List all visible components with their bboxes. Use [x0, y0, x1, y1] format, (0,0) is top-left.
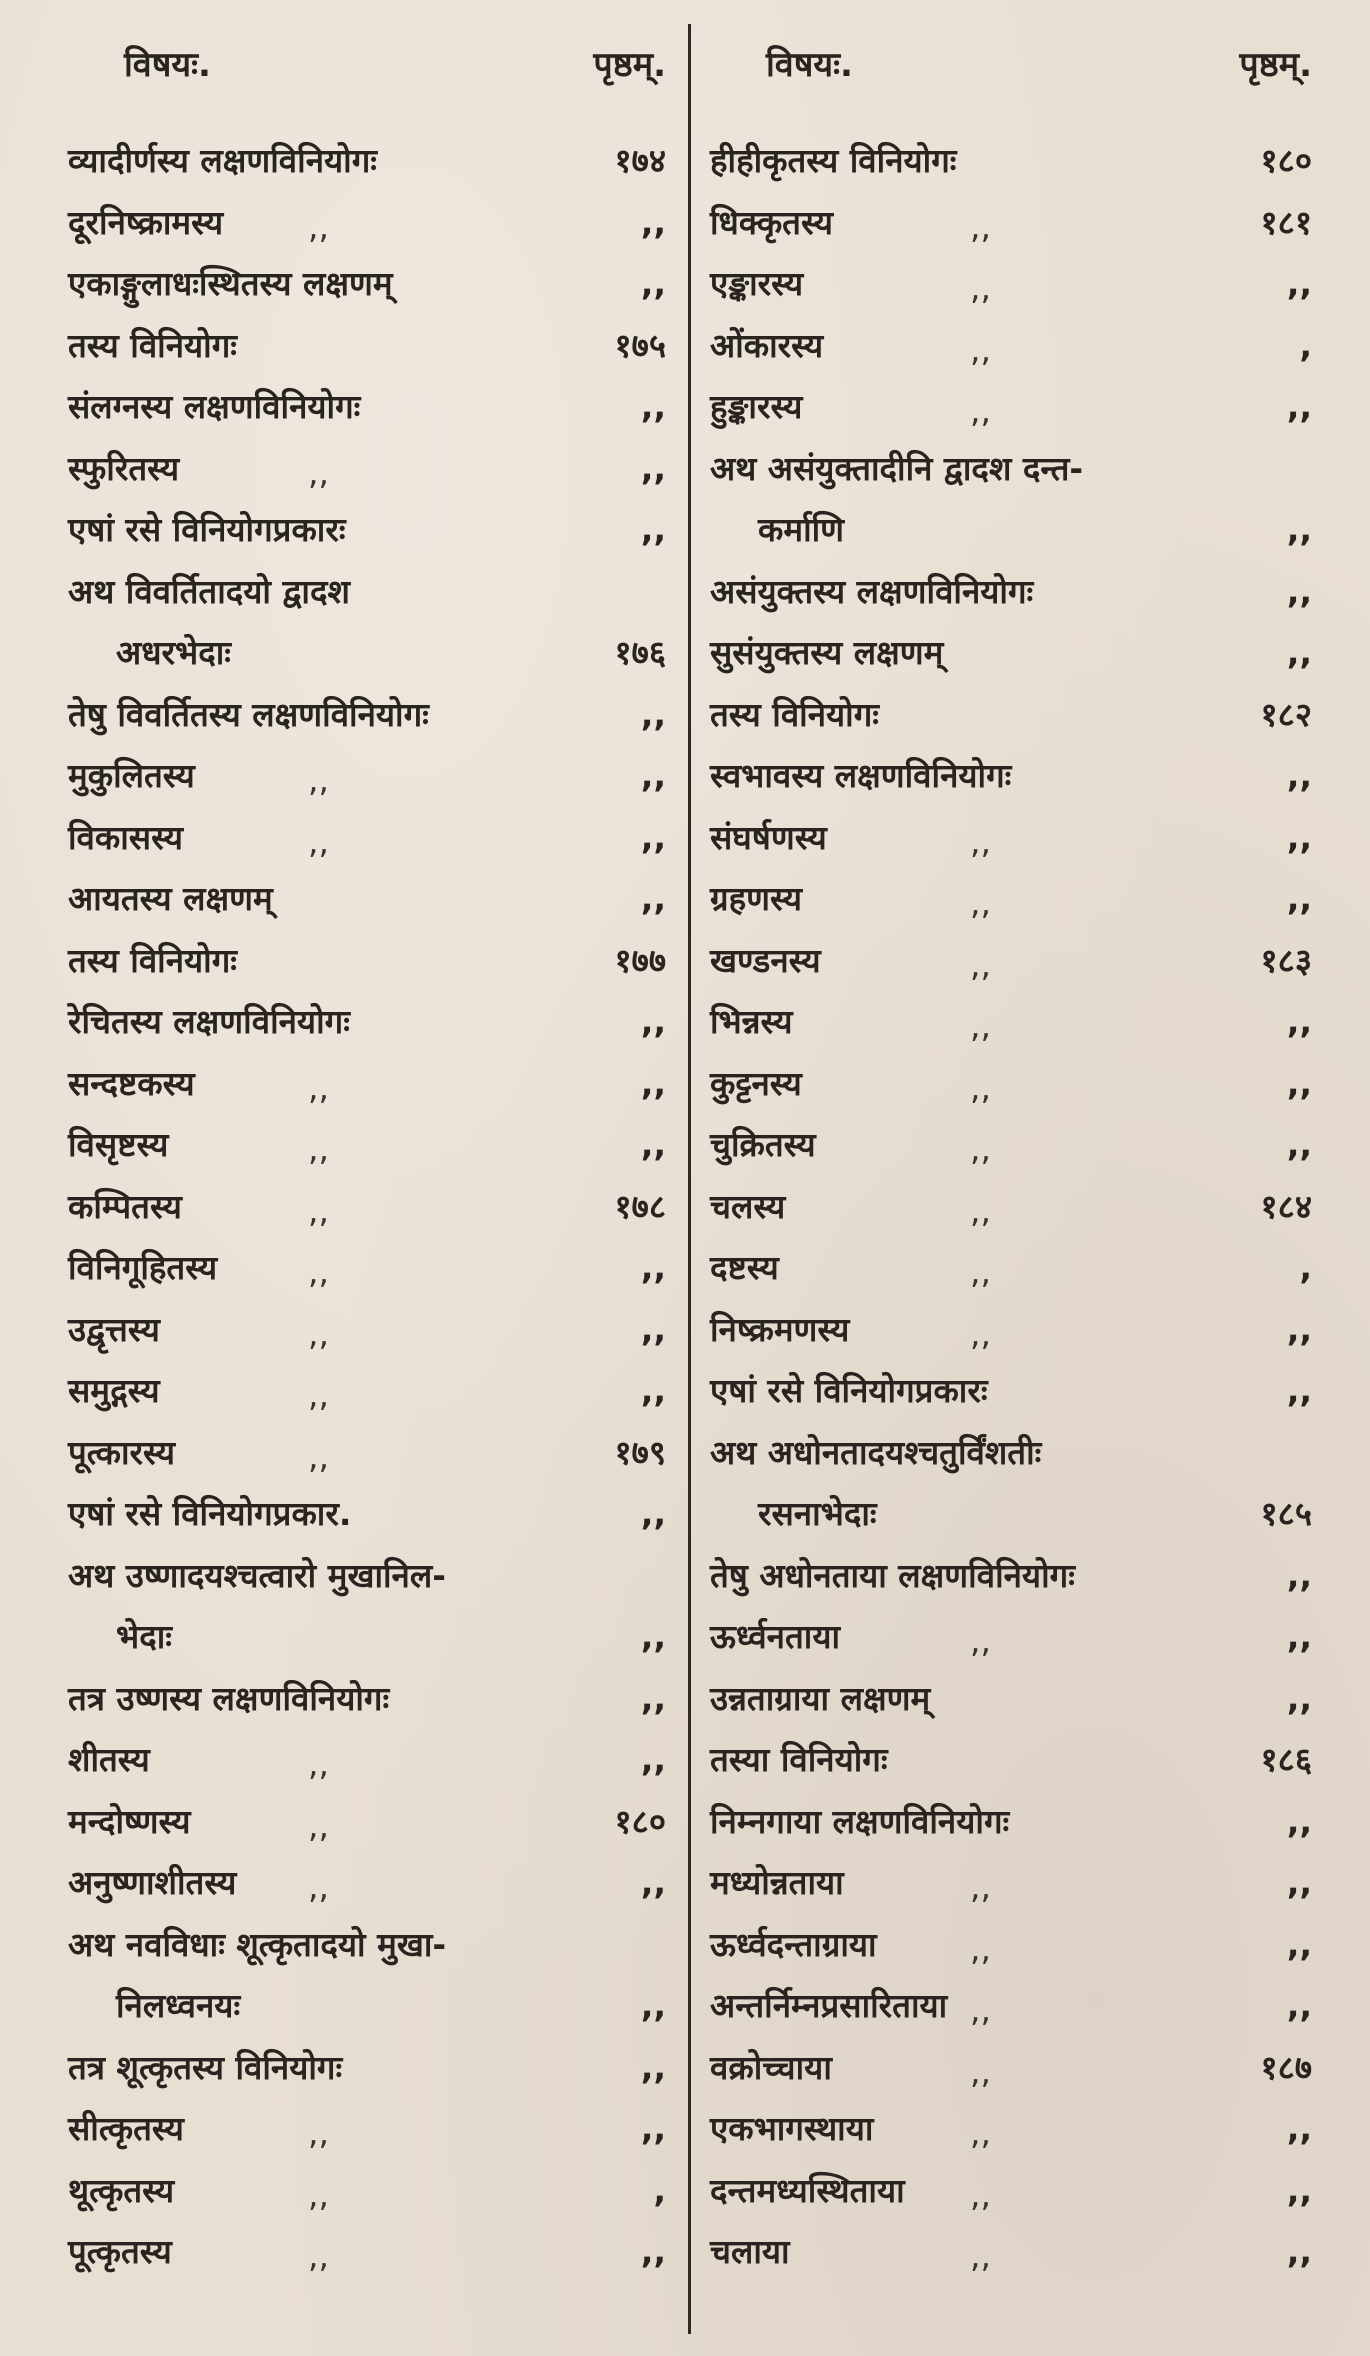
index-entry — [710, 2106, 1312, 2168]
ditto-mark: ,, — [970, 1006, 991, 1045]
ditto-mark: ,, — [970, 268, 991, 307]
index-entry — [710, 630, 1312, 692]
entry-subject: स्वभावस्य लक्षणविनियोगः — [710, 756, 1012, 795]
index-entry — [68, 569, 666, 631]
entry-page-number: , — [653, 2170, 666, 2210]
entry-subject: पूत्कृतस्य — [68, 2232, 172, 2271]
entry-subject: एषां रसे विनियोगप्रकारः — [68, 510, 346, 549]
index-entry — [710, 1184, 1312, 1246]
entry-subject: आयतस्य लक्षणम् — [68, 879, 273, 918]
ditto-mark: ,, — [308, 1744, 329, 1783]
entry-subject: निलध्वनयः — [116, 1986, 241, 2025]
entry-subject: सन्दष्टकस्य — [68, 1063, 195, 1103]
entry-page-number: ,, — [640, 1494, 666, 1533]
entry-page-number: ,, — [1286, 1678, 1312, 1718]
entry-subject: शीतस्य — [68, 1740, 150, 1779]
entry-page-number: ,, — [640, 1002, 666, 1041]
entry-subject: कुट्टनस्य — [710, 1063, 802, 1103]
index-entry — [710, 261, 1312, 323]
entry-subject: तस्य विनियोगः — [710, 694, 879, 734]
entry-page-number: ,, — [1286, 1125, 1312, 1164]
index-entry — [68, 1922, 666, 1984]
entry-page-number: ,, — [640, 1617, 666, 1656]
index-entry — [68, 200, 666, 262]
index-entry — [710, 446, 1312, 508]
entry-subject: दष्टस्य — [710, 1248, 779, 1287]
entry-page-number: ,, — [1286, 387, 1312, 426]
entry-subject: एकभागस्थाया — [710, 2109, 874, 2148]
ditto-mark: ,, — [308, 1805, 329, 1845]
index-entry — [710, 138, 1312, 200]
entry-subject: संलग्नस्य लक्षणविनियोगः — [68, 387, 361, 426]
index-entry — [710, 1676, 1312, 1738]
ditto-mark: ,, — [308, 1436, 329, 1476]
index-entry — [68, 1614, 666, 1676]
ditto-mark: ,, — [970, 1867, 991, 1906]
index-entry — [710, 1799, 1312, 1861]
entry-subject: निष्क्रमणस्य — [710, 1309, 850, 1349]
entry-subject: सुसंयुक्तस्य लक्षणम् — [710, 633, 944, 672]
entry-subject: चलस्य — [710, 1186, 786, 1226]
ditto-mark: ,, — [970, 944, 991, 984]
index-entry — [68, 1553, 666, 1615]
entry-page-number: , — [1299, 1248, 1312, 1287]
entry-subject: विसृष्टस्य — [68, 1125, 169, 1164]
index-entry — [68, 1184, 666, 1246]
entry-subject: हीहीकृतस्य विनियोगः — [710, 141, 957, 180]
entry-subject: अधरभेदाः — [116, 633, 231, 672]
ditto-mark: ,, — [308, 760, 329, 799]
entry-subject: हुङ्कारस्य — [710, 387, 803, 426]
index-entry — [68, 1983, 666, 2045]
index-entry — [68, 1430, 666, 1492]
entry-page-number: १८० — [614, 1801, 666, 1841]
entry-subject: एङ्कारस्य — [710, 264, 804, 303]
index-entry — [710, 1983, 1312, 2045]
index-entry — [68, 1368, 666, 1430]
entry-subject: पूत्कारस्य — [68, 1432, 176, 1472]
entry-subject: अथ असंयुक्तादीनि द्वादश दन्त- — [710, 448, 1084, 488]
index-entry — [710, 507, 1312, 569]
ditto-mark: ,, — [970, 1129, 991, 1168]
index-entry — [68, 815, 666, 877]
entry-subject: सीत्कृतस्य — [68, 2109, 184, 2148]
entry-page-number: ,, — [1286, 510, 1312, 549]
ditto-mark: ,, — [308, 1252, 329, 1291]
index-entry — [68, 1061, 666, 1123]
index-entry — [68, 446, 666, 508]
index-entry — [710, 876, 1312, 938]
entry-page-number: १८२ — [1260, 694, 1312, 734]
index-entry — [68, 2229, 666, 2291]
entry-page-number: ,, — [640, 1125, 666, 1164]
index-entry — [710, 1737, 1312, 1799]
index-entry — [68, 2106, 666, 2168]
entry-subject: थूत्कृतस्य — [68, 2170, 175, 2210]
entry-subject: कम्पितस्य — [68, 1186, 182, 1226]
index-entry — [710, 815, 1312, 877]
entry-subject: एकाङ्गुलाधःस्थितस्य लक्षणम् — [68, 264, 393, 303]
entry-page-number: ,, — [640, 387, 666, 426]
entry-page-number: ,, — [1286, 1801, 1312, 1841]
ditto-mark: ,, — [308, 206, 329, 246]
entry-page-number: ,, — [640, 1063, 666, 1103]
page-heading: पृष्ठम्. — [593, 45, 666, 85]
entry-page-number: ,, — [640, 1248, 666, 1287]
index-entry — [68, 1676, 666, 1738]
index-entry — [710, 1307, 1312, 1369]
index-entry — [68, 1491, 666, 1553]
index-entry — [710, 1061, 1312, 1123]
entry-page-number: १७८ — [614, 1186, 666, 1226]
entry-subject: ऊर्ध्वनताया — [710, 1617, 841, 1656]
right-entry-list — [710, 138, 1312, 2291]
entry-subject: एषां रसे विनियोगप्रकारः — [710, 1371, 988, 1410]
entry-subject: अथ उष्णादयश्चत्वारो मुखानिल- — [68, 1555, 446, 1595]
entry-subject: ग्रहणस्य — [710, 879, 802, 918]
entry-subject: तत्र शूत्कृतस्य विनियोगः — [68, 2047, 343, 2087]
entry-page-number: ,, — [640, 879, 666, 918]
ditto-mark: ,, — [970, 1190, 991, 1230]
entry-page-number: १८१ — [1260, 202, 1312, 242]
entry-page-number: ,, — [1286, 2170, 1312, 2210]
index-entry — [710, 1122, 1312, 1184]
entry-page-number: ,, — [1286, 571, 1312, 611]
entry-page-number: १७९ — [614, 1432, 666, 1472]
entry-page-number: ,, — [640, 448, 666, 488]
index-entry — [710, 1491, 1312, 1553]
ditto-mark: ,, — [970, 1621, 991, 1660]
ditto-mark: ,, — [970, 883, 991, 922]
entry-page-number: ,, — [1286, 1371, 1312, 1410]
entry-page-number: ,, — [640, 2109, 666, 2148]
index-entry — [710, 999, 1312, 1061]
entry-subject: विनिगूहितस्य — [68, 1248, 218, 1287]
entry-subject: चुक्रितस्य — [710, 1125, 816, 1164]
entry-page-number: ,, — [1286, 2109, 1312, 2148]
entry-page-number: ,, — [1286, 879, 1312, 918]
entry-subject: वक्रोच्चाया — [710, 2047, 832, 2087]
index-entry — [68, 323, 666, 385]
ditto-mark: ,, — [970, 1928, 991, 1968]
entry-page-number: , — [1299, 325, 1312, 365]
index-entry — [710, 200, 1312, 262]
entry-subject: ओंकारस्य — [710, 325, 824, 365]
entry-page-number: ,, — [1286, 2232, 1312, 2271]
ditto-mark: ,, — [308, 1190, 329, 1230]
entry-subject: अन्तर्निम्नप्रसारिताया — [710, 1986, 948, 2025]
index-entry — [710, 384, 1312, 446]
ditto-mark: ,, — [308, 1129, 329, 1168]
index-entry — [710, 1553, 1312, 1615]
entry-subject: संघर्षणस्य — [710, 817, 827, 857]
index-entry — [710, 938, 1312, 1000]
entry-subject: एषां रसे विनियोगप्रकार. — [68, 1494, 352, 1533]
right-column-header — [710, 40, 1312, 86]
entry-page-number: १७५ — [614, 325, 666, 365]
entry-page-number: ,, — [640, 1309, 666, 1349]
entry-page-number: १८६ — [1260, 1740, 1312, 1779]
entry-page-number: ,, — [640, 1678, 666, 1718]
entry-subject: तेषु विवर्तितस्य लक्षणविनियोगः — [68, 694, 429, 734]
index-entry — [68, 876, 666, 938]
ditto-mark: ,, — [970, 206, 991, 246]
index-entry — [710, 2045, 1312, 2107]
entry-page-number: ,, — [1286, 1309, 1312, 1349]
entry-page-number: ,, — [640, 817, 666, 857]
entry-page-number: ,, — [640, 1986, 666, 2025]
entry-subject: तस्य विनियोगः — [68, 940, 237, 980]
entry-page-number: ,, — [1286, 1002, 1312, 1041]
entry-subject: अथ विवर्तितादयो द्वादश — [68, 571, 350, 611]
index-entry — [68, 261, 666, 323]
index-entry — [710, 569, 1312, 631]
ditto-mark: ,, — [308, 2174, 329, 2214]
entry-subject: दन्तमध्यस्थिताया — [710, 2170, 905, 2210]
entry-page-number: १८४ — [1260, 1186, 1312, 1226]
ditto-mark: ,, — [970, 2051, 991, 2091]
ditto-mark: ,, — [970, 1067, 991, 1107]
entry-page-number: ,, — [1286, 1063, 1312, 1103]
entry-subject: कर्माणि — [758, 510, 845, 549]
entry-subject: तत्र उष्णस्य लक्षणविनियोगः — [68, 1678, 390, 1718]
entry-subject: असंयुक्तस्य लक्षणविनियोगः — [710, 571, 1034, 611]
index-entry — [710, 692, 1312, 754]
entry-subject: ऊर्ध्वदन्ताग्राया — [710, 1924, 877, 1964]
entry-subject: रेचितस्य लक्षणविनियोगः — [68, 1002, 350, 1041]
index-entry — [710, 323, 1312, 385]
index-entry — [710, 1922, 1312, 1984]
ditto-mark: ,, — [308, 2113, 329, 2152]
ditto-mark: ,, — [308, 1867, 329, 1906]
entry-subject: भिन्नस्य — [710, 1002, 793, 1041]
entry-page-number: ,, — [1286, 756, 1312, 795]
entry-subject: रसनाभेदाः — [758, 1494, 877, 1533]
entry-page-number: १७६ — [614, 633, 666, 672]
index-entry — [710, 753, 1312, 815]
index-entry — [68, 999, 666, 1061]
index-entry — [710, 2168, 1312, 2230]
entry-page-number: ,, — [1286, 1617, 1312, 1656]
index-entry — [68, 1122, 666, 1184]
entry-subject: धिक्कृतस्य — [710, 202, 833, 242]
entry-page-number: ,, — [640, 264, 666, 303]
index-entry — [68, 2045, 666, 2107]
index-entry — [710, 1614, 1312, 1676]
entry-page-number: ,, — [1286, 264, 1312, 303]
entry-page-number: ,, — [1286, 1555, 1312, 1595]
entry-page-number: ,, — [1286, 1986, 1312, 2025]
entry-subject: स्फुरितस्य — [68, 448, 180, 488]
ditto-mark: ,, — [970, 1252, 991, 1291]
index-entry — [68, 1245, 666, 1307]
entry-subject: मध्योन्नताया — [710, 1863, 844, 1902]
ditto-mark: ,, — [970, 391, 991, 430]
column-divider — [688, 24, 691, 2334]
entry-page-number: ,, — [640, 756, 666, 795]
entry-subject: अथ नवविधाः शूत्कृतादयो मुखा- — [68, 1924, 447, 1964]
entry-page-number: १७४ — [614, 141, 666, 180]
entry-subject: विकासस्य — [68, 817, 184, 857]
entry-page-number: ,, — [640, 2047, 666, 2087]
entry-page-number: १७७ — [614, 940, 666, 980]
index-entry — [710, 1368, 1312, 1430]
entry-subject: दूरनिष्क्रामस्य — [68, 202, 224, 242]
entry-subject: उन्नताग्राया लक्षणम् — [710, 1678, 931, 1718]
entry-page-number: १८५ — [1260, 1494, 1312, 1533]
ditto-mark: ,, — [308, 1313, 329, 1353]
entry-page-number: ,, — [640, 694, 666, 734]
ditto-mark: ,, — [970, 1313, 991, 1353]
index-entry — [68, 1860, 666, 1922]
index-entry — [68, 138, 666, 200]
entry-subject: निम्नगाया लक्षणविनियोगः — [710, 1801, 1010, 1841]
entry-page-number: ,, — [640, 510, 666, 549]
index-entry — [68, 1737, 666, 1799]
index-entry — [68, 507, 666, 569]
left-column-header — [68, 40, 666, 86]
entry-subject: मुकुलितस्य — [68, 756, 195, 795]
ditto-mark: ,, — [308, 821, 329, 861]
ditto-mark: ,, — [970, 2236, 991, 2275]
index-entry — [710, 1860, 1312, 1922]
entry-subject: मन्दोष्णस्य — [68, 1801, 191, 1841]
entry-page-number: १८३ — [1260, 940, 1312, 980]
page-heading: पृष्ठम्. — [1239, 45, 1312, 85]
entry-page-number: १८७ — [1260, 2047, 1312, 2087]
entry-subject: चलाया — [710, 2232, 790, 2271]
index-entry — [68, 753, 666, 815]
entry-page-number: ,, — [640, 1740, 666, 1779]
index-entry — [68, 1799, 666, 1861]
entry-page-number: १८० — [1260, 141, 1312, 180]
index-entry — [68, 384, 666, 446]
ditto-mark: ,, — [308, 1067, 329, 1107]
entry-page-number: ,, — [640, 2232, 666, 2271]
entry-subject: खण्डनस्य — [710, 940, 821, 980]
index-entry — [68, 692, 666, 754]
entry-subject: अथ अधोनतादयश्चतुर्विंशतीः — [710, 1432, 1042, 1472]
entry-subject: व्यादीर्णस्य लक्षणविनियोगः — [68, 141, 377, 180]
entry-subject: भेदाः — [116, 1617, 172, 1656]
ditto-mark: ,, — [970, 2174, 991, 2214]
entry-subject: उद्वृत्तस्य — [68, 1309, 160, 1349]
ditto-mark: ,, — [970, 329, 991, 369]
ditto-mark: ,, — [970, 821, 991, 861]
subject-heading: विषयः. — [124, 45, 211, 85]
entry-subject: अनुष्णाशीतस्य — [68, 1863, 237, 1902]
entry-subject: तस्य विनियोगः — [68, 325, 237, 365]
index-entry — [710, 2229, 1312, 2291]
index-entry — [68, 630, 666, 692]
ditto-mark: ,, — [308, 1375, 329, 1414]
entry-page-number: ,, — [640, 1371, 666, 1410]
ditto-mark: ,, — [308, 452, 329, 492]
entry-subject: तस्या विनियोगः — [710, 1740, 888, 1779]
index-entry — [68, 938, 666, 1000]
ditto-mark: ,, — [308, 2236, 329, 2275]
entry-subject: समुद्गस्य — [68, 1371, 160, 1410]
entry-subject: तेषु अधोनताया लक्षणविनियोगः — [710, 1555, 1075, 1595]
index-entry — [710, 1245, 1312, 1307]
ditto-mark: ,, — [970, 1990, 991, 2029]
entry-page-number: ,, — [1286, 633, 1312, 672]
left-entry-list — [68, 138, 666, 2291]
entry-page-number: ,, — [640, 1863, 666, 1902]
index-entry — [68, 1307, 666, 1369]
entry-page-number: ,, — [1286, 817, 1312, 857]
entry-page-number: ,, — [640, 202, 666, 242]
index-entry — [710, 1430, 1312, 1492]
ditto-mark: ,, — [970, 2113, 991, 2152]
entry-page-number: ,, — [1286, 1863, 1312, 1902]
entry-page-number: ,, — [1286, 1924, 1312, 1964]
index-entry — [68, 2168, 666, 2230]
subject-heading: विषयः. — [766, 45, 853, 85]
